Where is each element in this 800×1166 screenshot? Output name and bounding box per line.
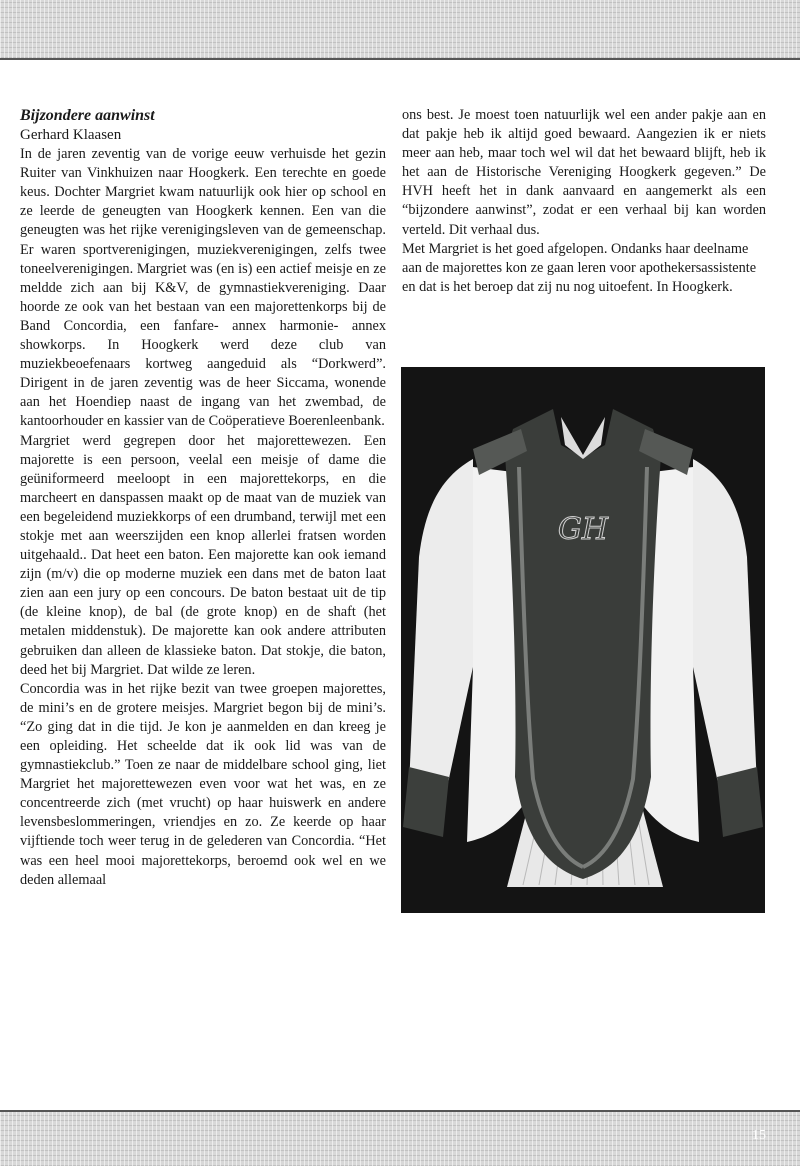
article-author: Gerhard Klaasen bbox=[20, 127, 122, 143]
page-number: 15 bbox=[752, 1128, 766, 1143]
monogram-text: GH bbox=[557, 512, 609, 547]
paragraph-4: Met Margriet is het goed afgelopen. Ondanks haar deelname aan de majorettes kon ze gaan leren voor apothekersassistente en dat is het beroep dat zij nu nog uitoefent. In Hoogkerk. bbox=[402, 240, 757, 295]
bottom-decorative-band bbox=[0, 1110, 800, 1166]
left-cuff bbox=[403, 767, 449, 837]
paragraph-1: In de jaren zeventig van de vorige eeuw verhuisde het gezin Ruiter van Vinkhuizen naar Hoogkerk. Een terechte en goede keus. Dochter Margriet kwam natuurlijk ook hier op school en ze leerde de geneugten van Hoogkerk kennen. Een van die geneugten was het rijke verenigingsleven van de gemeenschap. Er waren sportverenigingen, muziekverenigingen, zelfs twee toneelverenigingen. Margriet was (en is) een actief meisje en ze meldde zich aan bij K&V, de gymnastiekvereniging. Daar hoorde ze ook van het bestaan van een majorettenkorps bij de Band Concordia, een fanfare- annex harmonie- annex showkorps. In Hoogkerk werd deze club van muziekbeoefenaars kortweg aangeduid als “Dorkwerd”. Dirigent in de jaren zeventig was de heer Siccama, wonende aan het Hoendiep naast de ingang van het zwembad, de kantoorhouder en kassier van de Coöperatieve Boerenleenbank. bbox=[20, 146, 386, 430]
paragraph-3-part-2: ons best. Je moest toen natuurlijk wel een ander pakje aan en dat pakje heb ik altijd goed bewaard. Aangezien ik er niets meer aan heb, maar toch wel wil dat het bewaard blijft, heb ik het aan de Historische Vereniging Hoogkerk gegeven.” De HVH heeft het in dank aanvaard en aangemerkt als een “bijzondere aanwinst”, zodat er een verhaal bij kan worden verteld. Dit verhaal dus. bbox=[402, 107, 766, 238]
majorette-uniform-image bbox=[401, 367, 765, 913]
left-column bbox=[20, 106, 386, 890]
uniform-photo bbox=[401, 367, 765, 913]
right-column bbox=[402, 106, 766, 297]
right-cuff bbox=[717, 767, 763, 837]
tunic-body bbox=[505, 409, 661, 879]
paragraph-2: Margriet werd gegrepen door het majorettewezen. Een majorette is een persoon, veelal een meisje of dame die geüniformeerd meeloopt in een majorettekorps, en die marcheert en danspassen maakt op de maat van de muziek van een begeleidend muziekkorps of een drumband, terwijl met een stokje met aan weerszijden een knop allerlei fratsen worden uitgehaald.. Dat heet een baton. Een majorette kan ook iemand zijn (m/v) die op moderne muziek een dans met de baton laat zien aan een jury op een concours. De baton bestaat uit de tip (de kleine knop), de bal (de grote knop) en de shaft (het metalen middenstuk). De majorette kan ook andere attributen gebruiken dan alleen de klassieke baton. Dat stokje, die baton, deed het bij Margriet. Dat wilde ze leren. bbox=[20, 432, 386, 678]
paragraph-3-part-1: Concordia was in het rijke bezit van twee groepen majorettes, de mini’s en de grotere meisjes. Margriet begon bij de mini’s. “Zo ging dat in die tijd. Je kon je aanmelden en dan kreeg je een opleiding. Het scheelde dat ik ook lid was van de gymnastiekclub.” Toen ze naar de middelbare school ging, liet Margriet het majorettewezen even voor wat het was, en ze concentreerde zich (met vrucht) op haar huiswerk en andere levensbeslommeringen, vriendjes en zo. Ze keerde op haar vijftiende toch weer terug in de gelederen van Concordia. “Het was een heel mooi majorettekorps, beroemd ook wel en we deden allemaal bbox=[20, 680, 386, 888]
top-decorative-band bbox=[0, 0, 800, 60]
article-title: Bijzondere aanwinst bbox=[20, 107, 155, 124]
